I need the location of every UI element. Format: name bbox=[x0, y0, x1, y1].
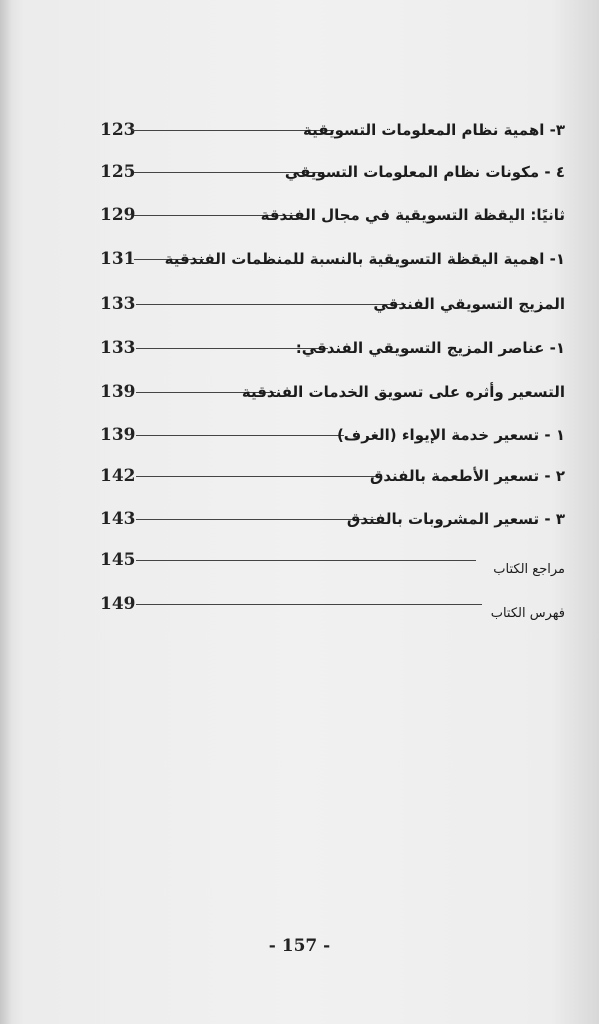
toc-entry-title: التسعير وأثره على تسويق الخدمات الفندقية bbox=[241, 383, 565, 401]
toc-entry bbox=[100, 158, 565, 186]
toc-entry-title: ١- عناصر المزيج التسويقي الفندقي: bbox=[295, 339, 565, 357]
toc-page-number: 133 bbox=[100, 294, 136, 314]
toc-entry-title: فهرس الكتاب bbox=[490, 606, 565, 621]
toc-entry bbox=[100, 505, 565, 533]
toc-page-number: 143 bbox=[100, 509, 136, 529]
toc-entry bbox=[100, 245, 565, 273]
toc-entry-title: ٣- اهمية نظام المعلومات التسويقية bbox=[303, 121, 565, 139]
toc-leader-line bbox=[136, 560, 476, 561]
toc-page-number: 133 bbox=[100, 338, 136, 358]
toc-entry-title: ٣ - تسعير المشروبات بالفندق bbox=[346, 510, 565, 528]
toc-entry-title: ٢ - تسعير الأطعمة بالفندق bbox=[369, 467, 565, 485]
toc-entry bbox=[100, 290, 565, 318]
toc-leader-line bbox=[136, 476, 380, 477]
toc-entry bbox=[100, 421, 565, 449]
toc-entry-title: ثانيًا: اليقظة التسويقية في مجال الفندقة bbox=[260, 206, 565, 224]
toc-leader-line bbox=[136, 604, 482, 605]
toc-entry bbox=[100, 378, 565, 406]
toc-page-number: 145 bbox=[100, 550, 136, 570]
toc-entry bbox=[100, 116, 565, 144]
toc-entry bbox=[100, 334, 565, 362]
toc-page-number: 131 bbox=[100, 249, 136, 269]
page-number: - 157 - bbox=[268, 936, 331, 956]
toc-entry-title: المزيج التسويقي الفندقي bbox=[373, 295, 565, 313]
toc-leader-line bbox=[136, 435, 344, 436]
toc-entry bbox=[100, 546, 565, 577]
toc-entry-title: ١ - تسعير خدمة الإيواء (الغرف) bbox=[336, 426, 565, 444]
toc-page-number: 149 bbox=[100, 594, 136, 614]
toc-leader-line bbox=[136, 519, 376, 520]
toc-page-number: 125 bbox=[100, 162, 136, 182]
toc-entry-title: ٤ - مكونات نظام المعلومات التسويقي bbox=[284, 163, 565, 181]
toc-page-number: 142 bbox=[100, 466, 136, 486]
toc-entry bbox=[100, 590, 565, 621]
toc-entry bbox=[100, 201, 565, 229]
toc-entry-title: ١- اهمية اليقظة التسويقية بالنسبة للمنظمات الفندقية bbox=[164, 250, 565, 268]
toc-leader-line bbox=[136, 304, 406, 305]
toc-page-number: 123 bbox=[100, 120, 136, 140]
toc-page-number: 139 bbox=[100, 425, 136, 445]
toc-entry bbox=[100, 462, 565, 490]
toc-page-number: 139 bbox=[100, 382, 136, 402]
toc-entry-title: مراجع الكتاب bbox=[493, 562, 565, 577]
toc-page-number: 129 bbox=[100, 205, 136, 225]
